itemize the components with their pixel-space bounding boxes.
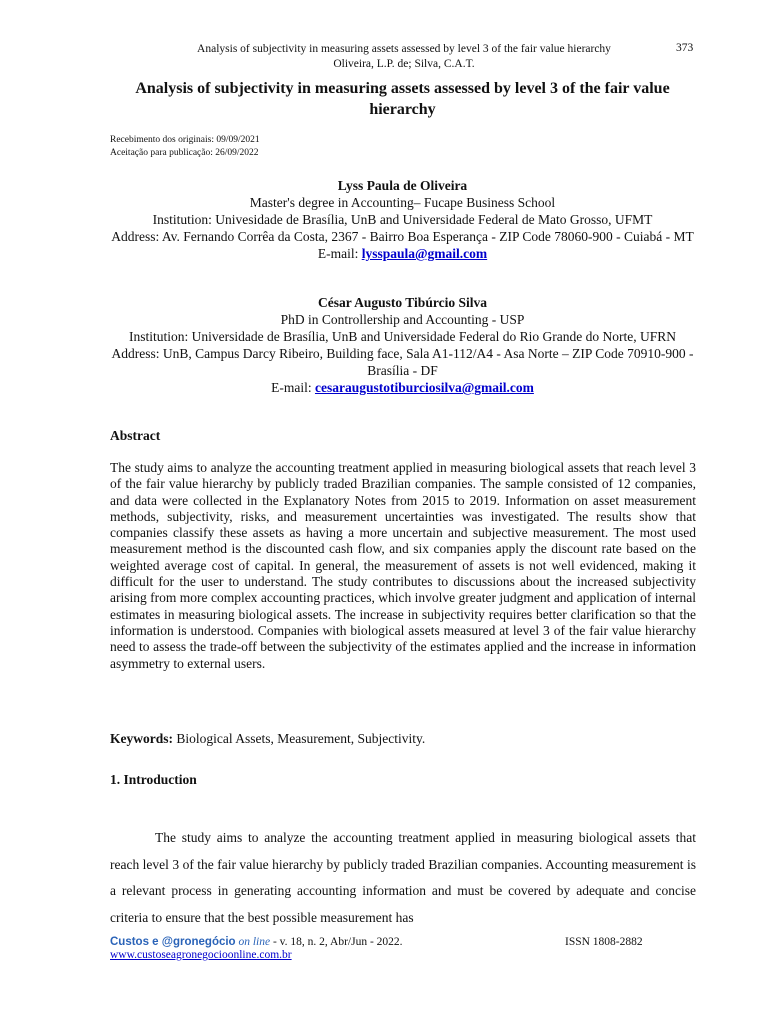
author-address: Address: Av. Fernando Corrêa da Costa, 2367 - Bairro Boa Esperança - ZIP Code 78060-900 - Cuiabá - MT <box>111 229 694 244</box>
paper-title: Analysis of subjectivity in measuring assets assessed by level 3 of the fair value hierarchy <box>135 80 670 118</box>
keywords-text: Biological Assets, Measurement, Subjectivity. <box>173 731 426 746</box>
author-name: Lyss Paula de Oliveira <box>337 178 468 193</box>
author-institution: Institution: Univesidade de Brasília, UnB and Universidade Federal de Mato Grosso, UFMT <box>152 212 653 227</box>
journal-website-link[interactable]: www.custoseagronegocioonline.com.br <box>110 949 292 961</box>
submission-dates <box>110 134 260 160</box>
author-email-link[interactable]: cesaraugustotiburciosilva@gmail.com <box>314 380 534 395</box>
abstract-heading: Abstract <box>110 428 161 443</box>
email-label: E-mail: <box>271 380 315 395</box>
journal-issue: - v. 18, n. 2, Abr/Jun - 2022. <box>270 936 403 948</box>
author-address: Address: UnB, Campus Darcy Ribeiro, Building face, Sala A1-112/A4 - Asa Norte – ZIP Code 70910-900 - Brasília - DF <box>111 346 694 378</box>
author-degree: Master's degree in Accounting– Fucape Business School <box>249 195 556 210</box>
author-block <box>110 294 695 396</box>
accepted-date: Aceitação para publicação: 26/09/2022 <box>110 148 259 158</box>
author-institution: Institution: Universidade de Brasília, UnB and Universidade Federal do Rio Grande do Norte, UFRN <box>128 329 677 344</box>
issn: ISSN 1808-2882 <box>565 936 643 948</box>
introduction-text: The study aims to analyze the accounting treatment applied in measuring biological assets that reach level 3 of the fair value hierarchy by publicly traded Brazilian companies. Accounting measurement is a relevant process in generating accounting information and must be covered by adequate and concise criteria to ensure that the best possible measurement has <box>110 830 696 925</box>
running-title: Analysis of subjectivity in measuring assets assessed by level 3 of the fair value hierarchy <box>197 43 611 55</box>
author-email-line <box>110 379 695 396</box>
introduction-heading: 1. Introduction <box>110 772 197 787</box>
page-footer <box>110 936 696 961</box>
author-email-link[interactable]: lysspaula@gmail.com <box>361 246 488 261</box>
abstract-text: The study aims to analyze the accounting treatment applied in measuring biological assets that reach level 3 of the fair value hierarchy by publicly traded Brazilian companies. The sample consisted of 12 companies, and data were collected in the Explanatory Notes from 2015 to 2019. Information on asset measurement methods, subjectivity, risks, and measurement uncertainties was investigated. The results show that companies classify these assets as having a more uncertain and subjective measurement. The most used measurement method is the discounted cash flow, and six companies apply the discount rate based on the weighted average cost of capital. In general, the measurement of assets is not well evidenced, making it difficult for the user to understand. The study contributes to discussions about the increased subjectivity arising from more complex accounting practices, which involve greater judgment and application of internal estimates in measuring biological assets. The increase in subjectivity requires better clarification so that the information is understood. Companies with biological assets measured at level 3 of the fair value hierarchy need to assess the trade-off between the subjectivity of the estimates applied and the increase in information asymmetry to external users. <box>110 460 696 671</box>
author-name: César Augusto Tibúrcio Silva <box>318 295 487 310</box>
page-number: 373 <box>676 42 694 54</box>
email-label: E-mail: <box>317 246 362 261</box>
journal-name: Custos e @gronegócio <box>110 936 236 948</box>
keywords-label: Keywords: <box>110 731 173 746</box>
received-date: Recebimento dos originais: 09/09/2021 <box>110 135 260 145</box>
running-header <box>110 42 698 72</box>
journal-online: on line <box>238 936 271 948</box>
keywords <box>110 731 425 747</box>
author-degree: PhD in Controllership and Accounting - USP <box>280 312 525 327</box>
author-email-line <box>110 245 695 262</box>
running-authors: Oliveira, L.P. de; Silva, C.A.T. <box>333 58 475 70</box>
author-block <box>110 177 695 262</box>
